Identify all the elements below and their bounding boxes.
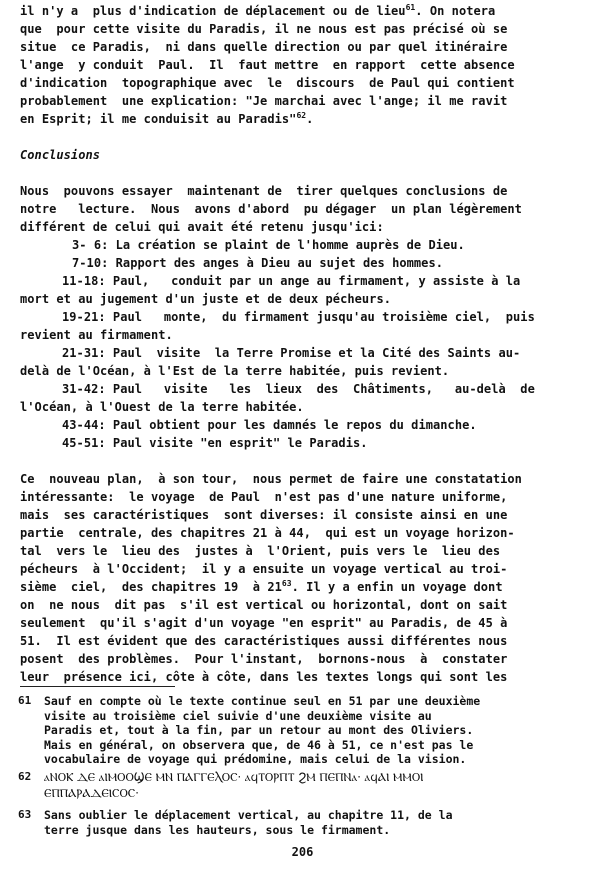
plan-item-cont: revient au firmament. — [20, 328, 173, 342]
text-line: probablement une explication: "Je marchai avec l'ange; il me ravit — [20, 94, 508, 108]
text-line: que pour cette visite du Paradis, il ne nous est pas précisé où se — [20, 22, 508, 36]
text-line: situe ce Paradis, ni dans quelle direction ou par quel itinéraire — [20, 40, 508, 54]
text-line: il n'y a plus d'indication de déplacement ou de lieu$^{61}$. On notera — [20, 3, 496, 18]
plan-item: 19-21: Paul monte, du firmament jusqu'au troisième ciel, puis — [62, 310, 535, 324]
text-line: partie centrale, des chapitres 21 à 44, qui est un voyage horizon- — [20, 526, 515, 540]
plan-item: 3- 6: La création se plaint de l'homme auprès de Dieu. — [72, 238, 465, 252]
footnote-line: Sans oublier le déplacement vertical, au chapitre 11, de la — [44, 808, 453, 822]
text-line: pécheurs à l'Occident; il y a ensuite un voyage vertical au troi- — [20, 562, 508, 576]
text-line: notre lecture. Nous avons d'abord pu dégager un plan légèrement — [20, 202, 522, 216]
plan-item: 45-51: Paul visite "en esprit" le Paradis. — [62, 436, 368, 450]
text-line: leur présence ici, côte à côte, dans les textes longs qui sont les — [20, 670, 508, 684]
plan-item: 11-18: Paul, conduit par un ange au firmament, y assiste à la — [62, 274, 521, 288]
plan-item-cont: delà de l'Océan, à l'Est de la terre habitée, puis revient. — [20, 364, 450, 378]
footnote-mark: 62 — [18, 770, 32, 783]
footnote-line: vocabulaire de voyage qui prédomine, mais celui de la vision. — [44, 752, 467, 766]
text-line: Nous pouvons essayer maintenant de tirer quelques conclusions de — [20, 184, 508, 198]
page-number: 206 — [291, 845, 314, 859]
text-line: d'indication topographique avec le discours de Paul qui contient — [20, 76, 515, 90]
plan-item: 43-44: Paul obtient pour les damnés le repos du dimanche. — [62, 418, 477, 432]
footnote-ref[interactable]: 62 — [296, 111, 307, 120]
text-line: mais ses caractéristiques sont diverses: il consiste ainsi en une — [20, 508, 508, 522]
text-line: Ce nouveau plan, à son tour, nous permet de faire une constatation — [20, 472, 522, 486]
text-line: on ne nous dit pas s'il est vertical ou horizontal, dont on sait — [20, 598, 508, 612]
footnote-ref[interactable]: 61 — [405, 3, 416, 12]
text-line: intéressante: le voyage de Paul n'est pas d'une nature uniforme, — [20, 490, 508, 504]
footnote-ref[interactable]: 63 — [281, 579, 292, 588]
plan-item: 31-42: Paul visite les lieux des Châtiments, au-delà de — [62, 382, 535, 396]
text-line: l'ange y conduit Paul. Il faut mettre en rapport cette absence — [20, 58, 515, 72]
footnote-mark: 61 — [18, 694, 32, 707]
footnote-line: visite au troisième ciel suivie d'une deuxième visite au — [44, 708, 432, 723]
footnote-separator — [20, 686, 175, 687]
coptic-quote-line: ⲈⲠⲠⲀⲢⲀⲆⲈⲒⲤⲞⲤ· — [44, 786, 139, 800]
coptic-quote-line: ⲁⲚⲞⲔ ⲆⲈ ⲁⲒⲘⲞⲞϢⲈ ⲘⲚ ⲠⲀⲄⲄⲈⲖⲞⲤ· ⲁϥⲦⲞⲢⲠⲦ ϨⲘ ⲠⲈⲠⲚⲁ· ⲁϥⲀⲒ ⲘⲘⲞⲒ — [44, 770, 424, 784]
plan-item: 7-10: Rapport des anges à Dieu au sujet des hommes. — [72, 256, 444, 270]
plan-item-cont: l'Océan, à l'Ouest de la terre habitée. — [20, 400, 304, 414]
footnote-line: terre jusque dans les hauteurs, sous le firmament. — [44, 822, 391, 837]
text-line: en Esprit; il me conduisit au Paradis"$^{62}$. — [20, 111, 314, 126]
footnote-mark: 63 — [18, 808, 32, 821]
footnote-line: Sauf en compte où le texte continue seul en 51 par une deuxième — [44, 694, 481, 708]
text-line: posent des problèmes. Pour l'instant, bornons-nous à constater — [20, 652, 508, 666]
plan-item: 21-31: Paul visite la Terre Promise et la Cité des Saints au- — [62, 346, 521, 360]
text-line: sième ciel, des chapitres 19 à $21^{63}$. Il y a enfin un voyage dont — [20, 579, 503, 594]
section-heading: Conclusions — [20, 148, 101, 162]
text-line: différent de celui qui avait été retenu jusqu'ici: — [20, 220, 384, 234]
plan-item-cont: mort et au jugement d'un juste et de deux pécheurs. — [20, 292, 392, 306]
text-line: 51. Il est évident que des caractéristiques aussi différentes nous — [20, 634, 508, 648]
footnote-line: Mais en général, on observera que, de 46 à 51, ce n'est pas le — [44, 737, 474, 752]
footnote-line: Paradis et, tout à la fin, par un retour au mont des Oliviers. — [44, 723, 474, 737]
text-line: seulement qu'il s'agit d'un voyage "en esprit" au Paradis, de 45 à — [20, 616, 508, 630]
text-line: tal vers le lieu des justes à l'Orient, puis vers le lieu des — [20, 544, 501, 558]
